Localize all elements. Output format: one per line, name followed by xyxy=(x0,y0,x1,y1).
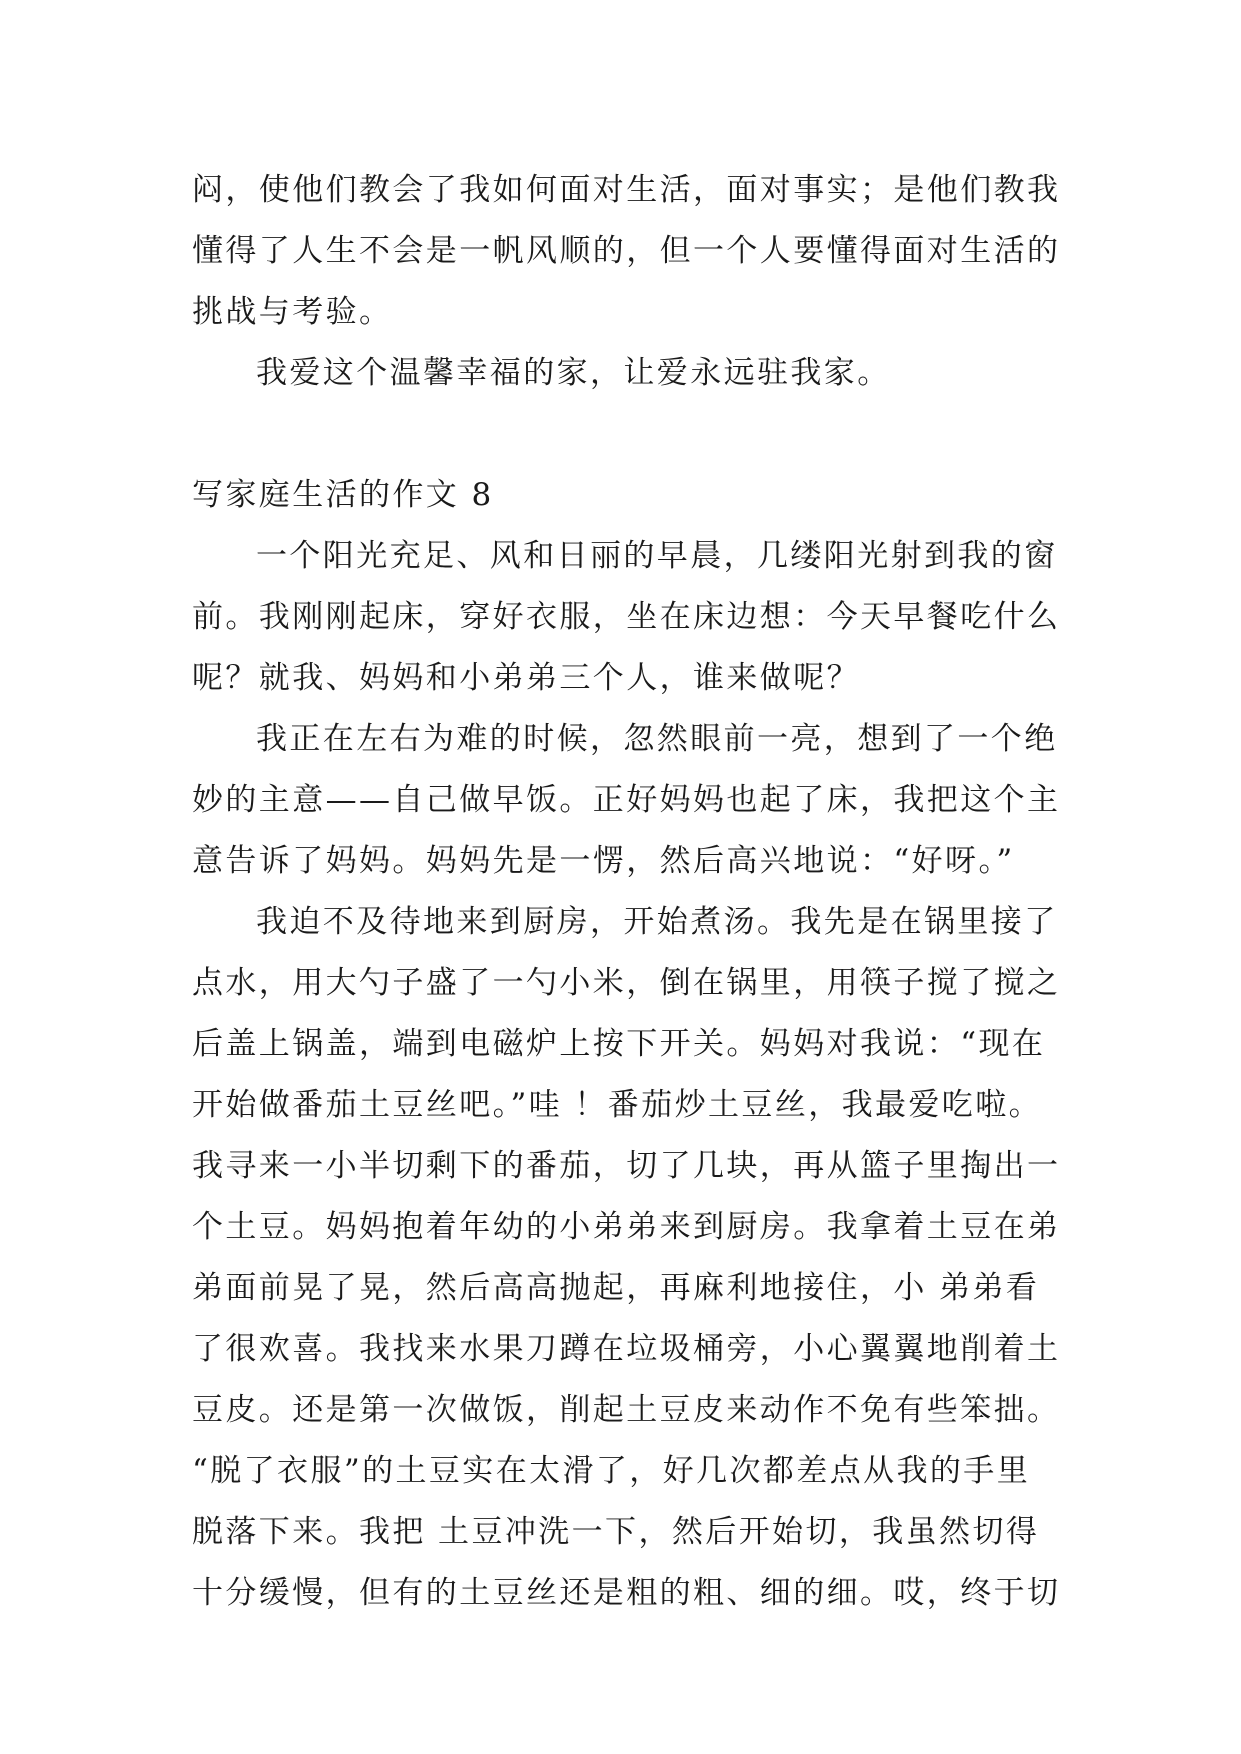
text-line: 豆皮。还是第一次做饭，削起土豆皮来动作不免有些笨拙。 xyxy=(192,1392,1061,1428)
text-line: 我爱这个温馨幸福的家，让爱永远驻我家。 xyxy=(256,355,891,391)
paragraph-1 xyxy=(192,526,1072,709)
text-line: 我正在左右为难的时候，忽然眼前一亮，想到了一个绝 xyxy=(256,721,1058,757)
text-line: 个土豆。妈妈抱着年幼的小弟弟来到厨房。我拿着土豆在弟 xyxy=(192,1209,1061,1245)
text-line: 闷，使他们教会了我如何面对生活，面对事实；是他们教我 xyxy=(192,172,1061,208)
text-line: 呢？就我、妈妈和小弟弟三个人，谁来做呢？ xyxy=(192,660,860,696)
document-body xyxy=(192,160,1072,1624)
text-line: 后盖上锅盖，端到电磁炉上按下开关。妈妈对我说：“现在 xyxy=(192,1026,1046,1062)
paragraph-gap xyxy=(192,404,1072,465)
text-line: 十分缓慢，但有的土豆丝还是粗的粗、细的细。哎，终于切 xyxy=(192,1575,1061,1611)
text-line: “脱了衣服”的土豆实在太滑了，好几次都差点从我的手里 xyxy=(192,1453,1031,1489)
text-line: 挑战与考验。 xyxy=(192,294,393,330)
text-line: 弟面前晃了晃，然后高高抛起，再麻利地接住，小 弟弟看 xyxy=(192,1270,1040,1306)
text-line: 妙的主意——自己做早饭。正好妈妈也起了床，我把这个主 xyxy=(192,782,1061,818)
paragraph-2 xyxy=(192,709,1072,892)
section-title: 写家庭生活的作文 8 xyxy=(192,477,494,513)
text-line: 了很欢喜。我找来水果刀蹲在垃圾桶旁，小心翼翼地削着土 xyxy=(192,1331,1061,1367)
text-line: 我迫不及待地来到厨房，开始煮汤。我先是在锅里接了 xyxy=(256,904,1058,940)
text-line: 点水，用大勺子盛了一勺小米，倒在锅里，用筷子搅了搅之 xyxy=(192,965,1061,1001)
text-line: 前。我刚刚起床，穿好衣服，坐在床边想：今天早餐吃什么 xyxy=(192,599,1061,635)
text-line: 脱落下来。我把 土豆冲洗一下，然后开始切，我虽然切得 xyxy=(192,1514,1040,1550)
text-line: 一个阳光充足、风和日丽的早晨，几缕阳光射到我的窗 xyxy=(256,538,1058,574)
text-line: 我寻来一小半切剩下的番茄，切了几块，再从篮子里掏出一 xyxy=(192,1148,1061,1184)
paragraph-3 xyxy=(192,892,1072,1624)
paragraph-previous-ending xyxy=(192,160,1072,343)
text-line: 意告诉了妈妈。妈妈先是一愣，然后高兴地说：“好呀。” xyxy=(192,843,1015,879)
text-line: 开始做番茄土豆丝吧。”哇 ！番茄炒土豆丝，我最爱吃啦。 xyxy=(192,1087,1042,1123)
paragraph-closing xyxy=(192,343,1072,404)
text-line: 懂得了人生不会是一帆风顺的，但一个人要懂得面对生活的 xyxy=(192,233,1061,269)
